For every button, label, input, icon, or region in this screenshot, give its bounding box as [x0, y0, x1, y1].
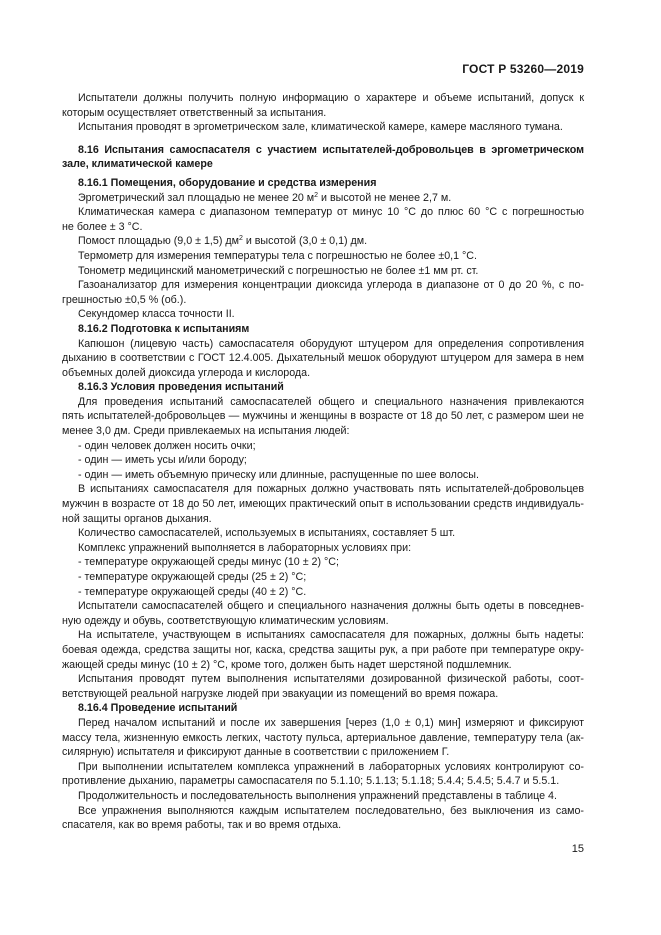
paragraph-test-procedure [62, 672, 584, 701]
text-line: менее 3,0 дм. Среди привлекаемых на испытания людей: [62, 425, 350, 438]
text-line: жающей среды минус (10 ± 2) °С, кроме того, должен быть надет шерстяной подшлемник. [62, 658, 512, 671]
text-line: Продолжительность и последовательность выполнения упражнений представлены в таблице 4. [78, 789, 557, 802]
text-line: боевая одежда, средства защиты ног, каска, средства защиты рук, а при работе при температуре окру- [62, 643, 584, 656]
paragraph-thermometer [62, 249, 584, 264]
paragraph-platform [62, 234, 584, 249]
paragraph-firefighter-gear [62, 628, 584, 672]
heading-line: 8.16.1 Помещения, оборудование и средства измерения [78, 176, 377, 189]
section-heading-8-16 [62, 143, 584, 172]
text-line: При выполнении испытателем комплекса упражнений в лабораторных условиях контролируют со- [78, 760, 584, 773]
text-line: мужчин в возрасте от 18 до 50 лет, имеющих практический опыт в использовании средств индивидуаль- [62, 498, 584, 511]
paragraph-info [62, 91, 584, 120]
text-fragment: Эргометрический зал площадью не менее 20 м [78, 191, 315, 204]
list-item: - температуре окружающей среды минус (10 ± 2) °С; [78, 556, 339, 569]
paragraph-hood [62, 337, 584, 381]
text-line: ную одежду и обувь, соответствующую климатическим условиям. [62, 614, 389, 627]
list-temperatures [62, 555, 584, 599]
list-item: - один — иметь усы и/или бороду; [78, 454, 247, 467]
superscript: 2 [238, 235, 243, 243]
standard-designation: ГОСТ Р 53260—2019 [462, 62, 584, 76]
heading-line: зале, климатической камере [62, 158, 213, 171]
list-item: - один — иметь объемную прическу или длинные, распущенные по шее волосы. [78, 468, 479, 481]
text-line: Термометр для измерения температуры тела с погрешностью не более ±0,1 °С. [78, 249, 477, 262]
text-line: Испытания проводят путем выполнения испытателями дозированной физической работы, соот- [78, 673, 584, 686]
text-line: Тонометр медицинский манометрический с погрешностью не более ±1 мм рт. ст. [78, 264, 479, 277]
text-line: ветствующей реальной нагрузке людей при эвакуации из помещений во время пожара. [62, 687, 499, 700]
paragraph-clothing [62, 599, 584, 628]
text-line: грешностью ±0,5 % (об.). [62, 293, 187, 306]
paragraph-gas-analyzer [62, 278, 584, 307]
paragraph-sequence [62, 804, 584, 833]
text-line: которым осуществляет ответственный за испытания. [62, 106, 327, 119]
section-heading-8-16-3 [62, 380, 584, 395]
list-item: - один человек должен носить очки; [78, 439, 256, 452]
heading-line: 8.16.3 Условия проведения испытаний [78, 381, 284, 394]
paragraph-duration [62, 789, 584, 804]
paragraph-test-rooms [62, 120, 584, 135]
heading-line: 8.16.2 Подготовка к испытаниям [78, 322, 250, 335]
paragraph-stopwatch [62, 307, 584, 322]
document-body [62, 91, 584, 833]
text-line [62, 234, 584, 249]
text-line: ной защиты органов дыхания. [62, 512, 212, 525]
paragraph-measurements [62, 716, 584, 760]
list-item: - температуре окружающей среды (40 ± 2) °С. [78, 585, 307, 598]
paragraph-tonometer [62, 264, 584, 279]
section-heading-8-16-2 [62, 322, 584, 337]
text-line: не более ± 3 °С. [62, 220, 143, 233]
text-line: Секундомер класса точности II. [78, 308, 235, 321]
text-line: Перед началом испытаний и после их завершения [через (1,0 ± 0,1) мин] измеряют и фиксируют [78, 716, 584, 729]
text-line: Испытатели самоспасателей общего и специального назначения должны быть одеты в повседнев- [78, 600, 584, 613]
text-line: Климатическая камера с диапазоном температур от минус 10 °С до плюс 60 °С с погрешностью [78, 206, 584, 219]
page-number: 15 [571, 843, 584, 855]
text-line: На испытателе, участвующем в испытаниях самоспасателя для пожарных, должны быть надеты: [78, 629, 584, 642]
text-line: Для проведения испытаний самоспасателей общего и специального назначения привлекаются [78, 395, 584, 408]
paragraph-control [62, 760, 584, 789]
text-line: дыханию в соответствии с ГОСТ 12.4.005. Дыхательный мешок оборудуют штуцером для замера в нем [62, 352, 584, 365]
heading-line: 8.16 Испытания самоспасателя с участием испытателей-добровольцев в эргометрическом [78, 143, 584, 156]
text-line: Испытания проводят в эргометрическом зале, климатической камере, камере масляного тумана. [78, 121, 563, 134]
text-line: Испытатели должны получить полную информацию о характере и объеме испытаний, допуск к [78, 92, 584, 104]
text-line: Капюшон (лицевую часть) самоспасателя оборудуют штуцером для определения сопротивления [78, 337, 584, 350]
text-fragment: и высотой не менее 2,7 м. [318, 191, 452, 204]
text-line: спасателя, как во время работы, так и во время отдыха. [62, 819, 342, 832]
section-heading-8-16-1 [62, 176, 584, 191]
text-line: Комплекс упражнений выполняется в лабораторных условиях при: [78, 541, 412, 554]
text-line: Все упражнения выполняются каждым испытателем последовательно, без выключения из само- [78, 804, 584, 817]
heading-line: 8.16.4 Проведение испытаний [78, 702, 238, 715]
text-line: пять испытателей-добровольцев — мужчины и женщины в возрасте от 18 до 50 лет, с размером шеи не [62, 410, 584, 423]
text-line: противление дыханию, параметры самоспасателя по 5.1.10; 5.1.13; 5.1.18; 5.4.4; 5.4.5; 5.4.7 и 5.5.1. [62, 775, 560, 788]
superscript: 2 [314, 191, 319, 199]
paragraph-conditions [62, 395, 584, 439]
text-line: массу тела, жизненную емкость легких, частоту пульса, артериальное давление, температуру тела (ак- [62, 731, 584, 744]
paragraph-count [62, 526, 584, 541]
text-line [62, 191, 584, 206]
paragraph-firefighter-testers [62, 482, 584, 526]
paragraph-ergometric-hall [62, 191, 584, 206]
text-line: Количество самоспасателей, используемых в испытаниях, составляет 5 шт. [78, 527, 456, 540]
list-tester-traits [62, 439, 584, 483]
text-line: В испытаниях самоспасателя для пожарных должно участвовать пять испытателей-добровольцев [78, 483, 584, 496]
text-line: Газоанализатор для измерения концентрации диоксида углерода в диапазоне от 0 до 20 %, с по- [78, 279, 584, 292]
text-fragment: Помост площадью (9,0 ± 1,5) дм [78, 235, 239, 248]
paragraph-climatic-chamber [62, 205, 584, 234]
text-line: силярную) испытателя и фиксируют данные в соответствии с приложением Г. [62, 746, 450, 759]
paragraph-exercise-complex [62, 541, 584, 556]
list-item: - температуре окружающей среды (25 ± 2) °С; [78, 571, 307, 583]
section-heading-8-16-4 [62, 701, 584, 716]
text-line: объемных долей диоксида углерода и кислорода. [62, 366, 311, 379]
text-fragment: и высотой (3,0 ± 0,1) дм. [242, 235, 368, 248]
